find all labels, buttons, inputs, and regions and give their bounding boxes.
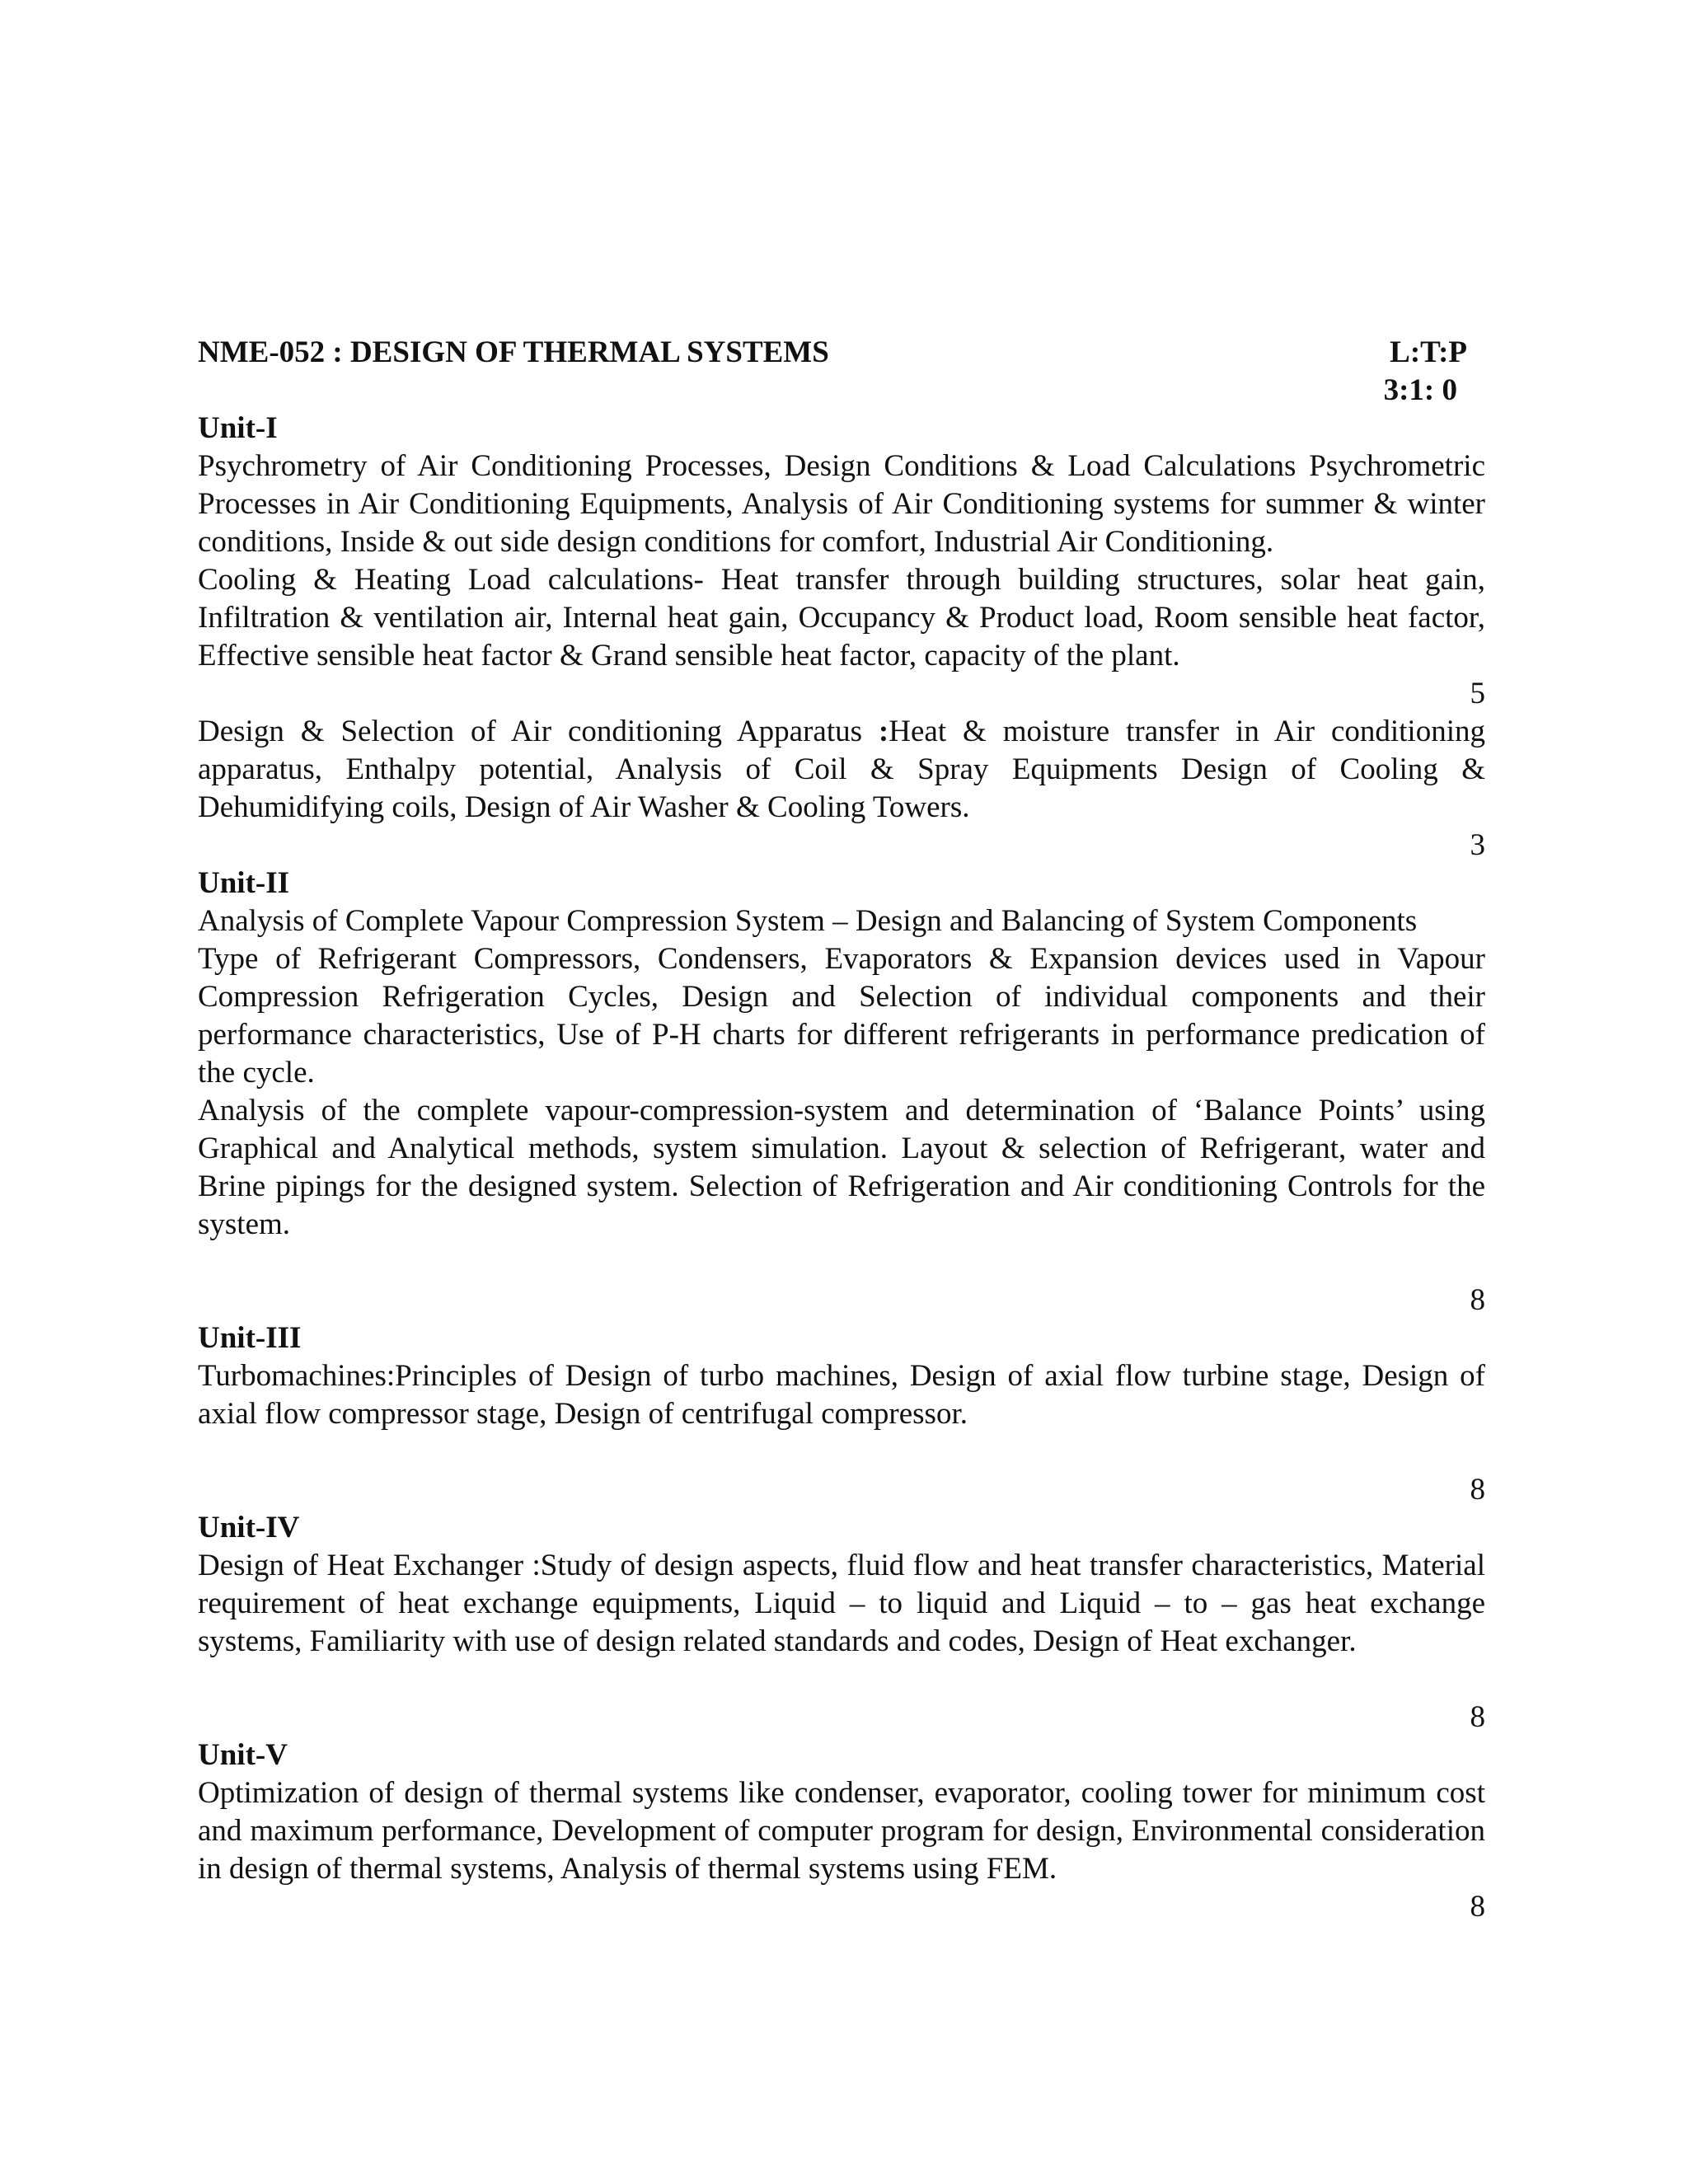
course-title: NME-052 : DESIGN OF THERMAL SYSTEMS (198, 335, 829, 369)
unit-title: Unit-I (198, 411, 278, 445)
lecture-hours: 5 (1470, 677, 1485, 710)
lecture-hours: 8 (1470, 1473, 1485, 1507)
syllabus-page (198, 334, 1485, 1926)
unit-title: Unit-II (198, 866, 290, 900)
unit-section (198, 1736, 1485, 1926)
course-header (198, 334, 1485, 410)
lecture-hours: 8 (1470, 1283, 1485, 1317)
spacer (198, 1244, 1485, 1282)
topic-paragraph: Optimization of design of thermal systems like condenser, evaporator, cooling tower for minimum cost and maximum performance, Development of computer program for design, Environmental consideration in design of thermal systems, Analysis of thermal systems using FEM. (198, 1776, 1485, 1886)
topic-paragraph: Design of Heat Exchanger :Study of design aspects, fluid flow and heat transfer characteristics, Material requirement of heat exchange equipments, Liquid – to liquid and Liquid – to – gas heat exchange systems, Familiarity with use of design related standards and codes, Design of Heat exchanger. (198, 1549, 1485, 1658)
topic-paragraph (198, 713, 1485, 827)
spacer (198, 1661, 1485, 1699)
ltp-block (1384, 334, 1485, 410)
unit-title: Unit-III (198, 1321, 302, 1355)
topic-paragraph: Type of Refrigerant Compressors, Condensers, Evaporators & Expansion devices used in Vapour Compression Refrigeration Cycles, Design and Selection of individual components and their performance characteristics, Use of P-H charts for different refrigerants in performance predication of the cycle. (198, 942, 1485, 1090)
lecture-hours: 8 (1470, 1890, 1485, 1924)
paragraph-rest: Heat & moisture transfer in Air conditioning apparatus, Enthalpy potential, Analysis of Coil & Spray Equipments Design of Cooling & Dehumidifying coils, Design of Air Washer & Cooling Towers. (198, 715, 1485, 824)
spacer (198, 1433, 1485, 1471)
unit-section (198, 410, 1485, 865)
unit-title: Unit-IV (198, 1511, 300, 1544)
topic-paragraph: Analysis of the complete vapour-compression-system and determination of ‘Balance Points’ using Graphical and Analytical methods, system simulation. Layout & selection of Refrigerant, water and Brine pipings for the designed system. Selection of Refrigeration and Air conditioning Controls for the system. (198, 1094, 1485, 1241)
topic-paragraph: Psychrometry of Air Conditioning Processes, Design Conditions & Load Calculations Psychrometric Processes in Air Conditioning Equipments, Analysis of Air Conditioning systems for summer & winter conditions, Inside & out side design conditions for comfort, Industrial Air Conditioning. (198, 449, 1485, 559)
ltp-value: 3:1: 0 (1383, 373, 1457, 407)
topic-paragraph: Turbomachines:Principles of Design of turbo machines, Design of axial flow turbine stage, Design of axial flow compressor stage, Design of centrifugal compressor. (198, 1359, 1485, 1431)
topic-paragraph: Analysis of Complete Vapour Compression System – Design and Balancing of System Components (198, 904, 1418, 938)
units-container (198, 410, 1485, 1926)
lecture-hours: 3 (1470, 828, 1485, 862)
lecture-hours: 8 (1470, 1700, 1485, 1734)
paragraph-lead: Design & Selection of Air conditioning Apparatus (198, 715, 879, 748)
unit-section (198, 865, 1485, 1319)
unit-title: Unit-V (198, 1738, 288, 1772)
unit-section (198, 1319, 1485, 1509)
ltp-label: L:T:P (1390, 335, 1467, 369)
unit-section (198, 1509, 1485, 1736)
topic-paragraph: Cooling & Heating Load calculations- Heat transfer through building structures, solar heat gain, Infiltration & ventilation air, Internal heat gain, Occupancy & Product load, Room sensible heat factor, Effective sensible heat factor & Grand sensible heat factor, capacity of the plant. (198, 563, 1485, 673)
bold-colon: : (878, 715, 889, 748)
